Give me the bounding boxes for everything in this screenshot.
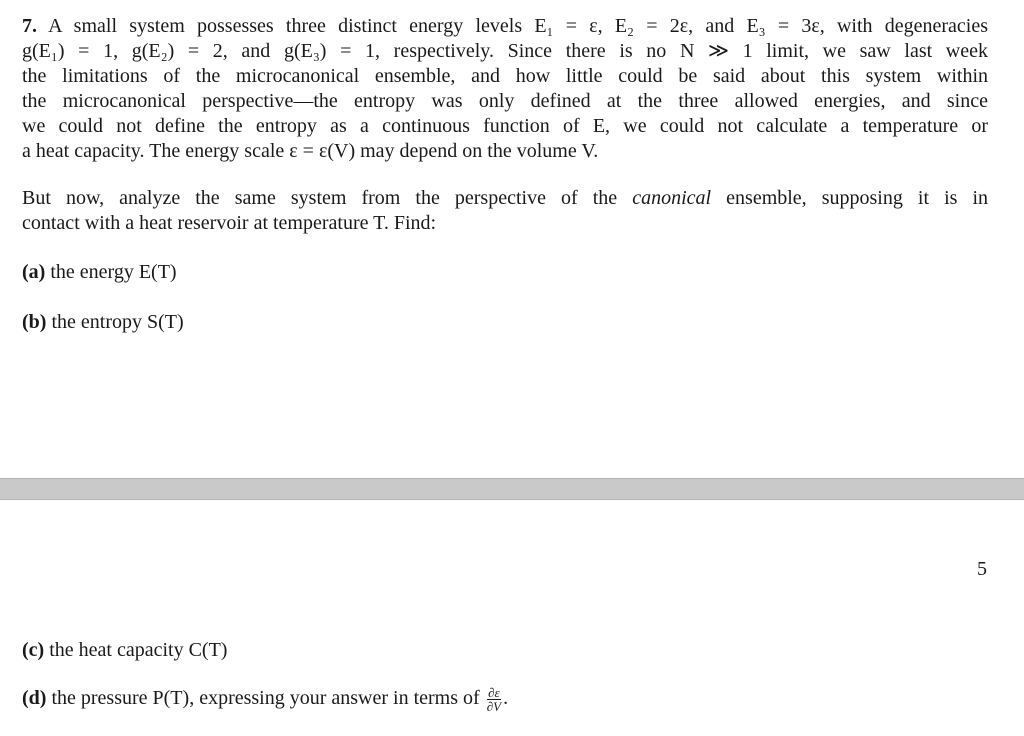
part-d-period: .	[503, 687, 509, 710]
part-d-label: (d)	[22, 687, 47, 710]
problem-line-4: the microcanonical perspective—the entropy was only defined at the three allowed energies, and since	[22, 90, 988, 112]
page-separator	[0, 478, 1024, 500]
part-b-label: (b)	[22, 311, 47, 333]
page-number: 5	[977, 558, 987, 580]
partial-derivative-fraction	[487, 686, 501, 713]
canonical-paragraph	[22, 186, 988, 236]
part-a-label: (a)	[22, 261, 46, 283]
problem-line-3: the limitations of the microcanonical ensemble, and how little could be said about this system within	[22, 65, 988, 87]
problem-line-5: we could not define the entropy as a continuous function of E, we could not calculate a temperature or	[22, 115, 988, 137]
problem-line-2: g(E₁) = 1, g(E₂) = 2, and g(E₃) = 1, respectively. Since there is no N ≫ 1 limit, we saw last week	[22, 40, 988, 62]
problem-line-6: a heat capacity. The energy scale ε = ε(V) may depend on the volume V.	[22, 140, 599, 162]
part-d-text: the pressure P(T), expressing your answer in terms of	[51, 687, 480, 710]
part-d	[22, 686, 508, 713]
lower-page	[0, 500, 1024, 736]
part-a-text: the energy E(T)	[50, 261, 177, 283]
problem-number: 7.	[22, 15, 37, 37]
part-c-text: the heat capacity C(T)	[49, 639, 228, 661]
part-c-label: (c)	[22, 639, 45, 661]
problem-statement	[22, 14, 988, 164]
problem-line-1-text: A small system possesses three distinct energy levels E₁ = ε, E₂ = 2ε, and E₃ = 3ε, with degeneracies	[48, 15, 988, 37]
canonical-line-2: contact with a heat reservoir at temperature T. Find:	[22, 212, 437, 234]
fraction-numerator: ∂ε	[488, 685, 500, 700]
part-c	[22, 638, 227, 663]
canonical-emphasis: canonical	[632, 187, 712, 209]
part-a	[22, 260, 177, 285]
fraction-denominator: ∂V	[486, 699, 502, 714]
canonical-text-before: But now, analyze the same system from the perspective of the	[22, 187, 618, 209]
problem-line-1	[22, 14, 988, 39]
canonical-line-1	[22, 186, 988, 211]
canonical-text-after: ensemble, supposing it is in	[726, 187, 989, 209]
part-b	[22, 310, 184, 335]
part-b-text: the entropy S(T)	[51, 311, 184, 333]
